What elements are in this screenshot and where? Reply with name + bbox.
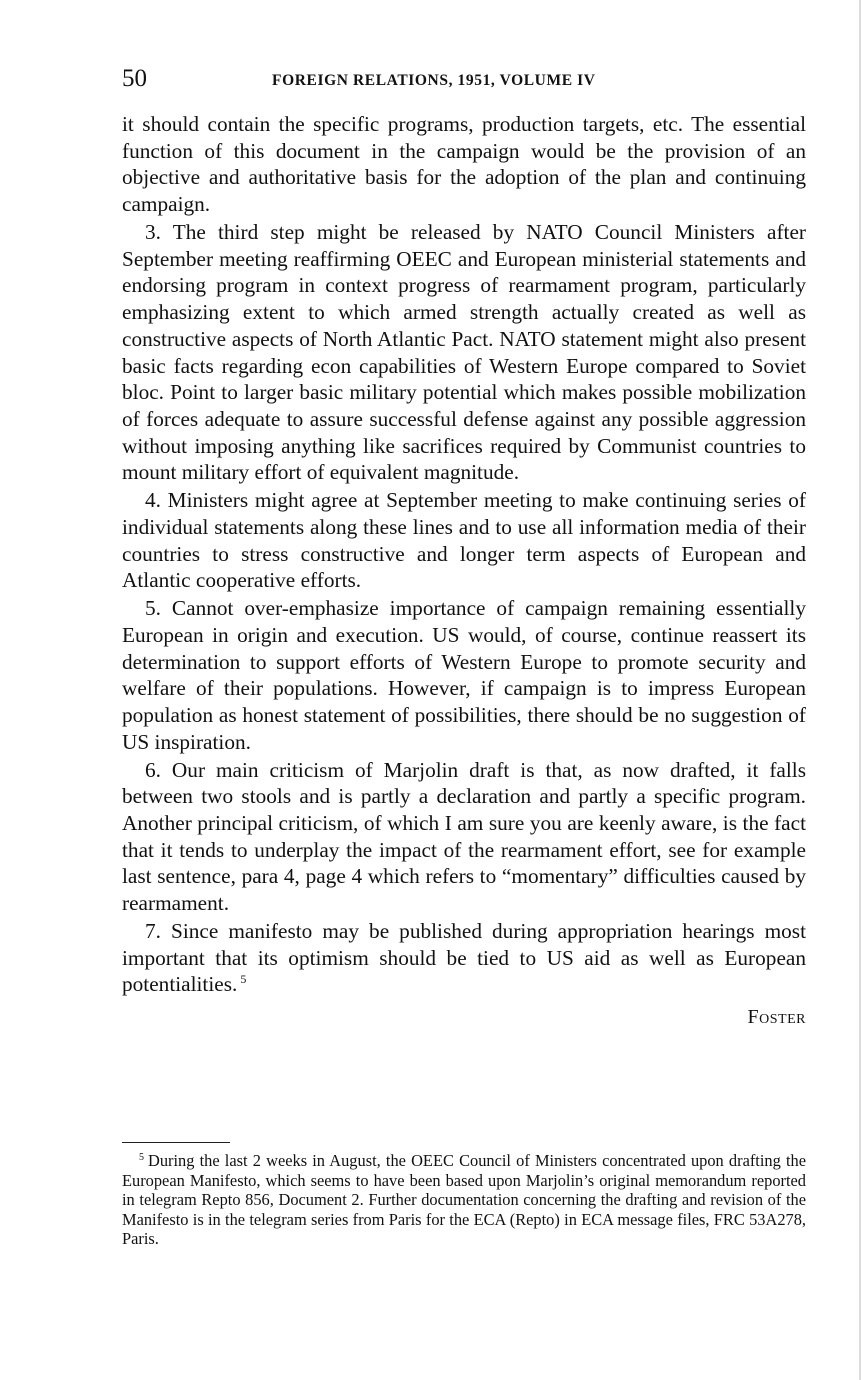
paragraph-7-text: 7. Since manifesto may be published during appropriation hearings most important that its optimism should be tied to US aid as well as European potentialities. xyxy=(122,919,806,997)
body-text xyxy=(122,111,806,1032)
page-header xyxy=(122,62,806,96)
footnote-rule xyxy=(122,1142,230,1143)
paragraph-6: 6. Our main criticism of Marjolin draft is that, as now drafted, it falls between two stools and is partly a declaration and partly a specific program. Another principal criticism, of which I am sure you are keenly aware, is the fact that it tends to underplay the impact of the rearmament effort, see for example last sentence, para 4, page 4 which refers to “momentary” difficulties caused by rearmament. xyxy=(122,757,806,916)
signature: Foster xyxy=(747,1006,806,1029)
paragraph-4: 4. Ministers might agree at September meeting to make continuing series of individual statements along these lines and to use all information media of their countries to stress constructive and longer term aspects of European and Atlantic cooperative efforts. xyxy=(122,488,806,593)
page-number: 50 xyxy=(122,65,147,92)
footnote xyxy=(122,1151,806,1249)
paragraph-5: 5. Cannot over-emphasize importance of campaign remaining essentially European in origin and execution. US would, of course, continue reassert its determination to support efforts of Western Europe to promote security and welfare of their populations. However, if campaign is to impress European population as honest statement of possibilities, there should be no suggestion of US inspiration. xyxy=(122,596,806,754)
paragraph-7 xyxy=(122,918,806,998)
footnote-reference: 5 xyxy=(240,972,247,987)
paragraph-3: 3. The third step might be released by NATO Council Ministers after September meeting reaffirming OEEC and European ministerial statements and endorsing program in context progress of rearmament program, particularly emphasizing extent to which armed strength actually created as well as constructive aspects of North Atlantic Pact. NATO statement might also present basic facts regarding econ capabilities of Western Europe compared to Soviet bloc. Point to larger basic military potential which makes possible mobilization of forces adequate to assure successful defense against any possible aggression without imposing anything like sacrifices required by Communist countries to mount military effort of equivalent magnitude. xyxy=(122,220,806,485)
continuation-paragraph: it should contain the specific programs, production targets, etc. The essential function of this document in the campaign would be the provision of an objective and authoritative basis for the adoption of the plan and continuing campaign. xyxy=(122,112,806,217)
footnote-text: During the last 2 weeks in August, the OEEC Council of Ministers concentrated upon drafting the European Manifesto, which seems to have been based upon Marjolin’s original memorandum reported in telegram Repto 856, Document 2. Further documentation concerning the drafting and revision of the Manifesto is in the telegram series from Paris for the ECA (Repto) in ECA message files, FRC 53A278, Paris. xyxy=(122,1151,806,1248)
running-head: FOREIGN RELATIONS, 1951, VOLUME IV xyxy=(272,72,596,89)
footnote-marker: 5 xyxy=(139,1151,144,1163)
